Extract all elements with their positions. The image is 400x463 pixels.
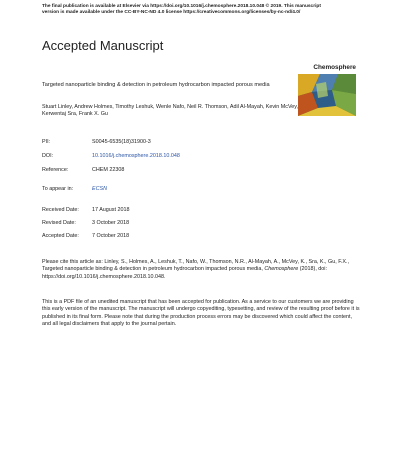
license-notice-line-2: version is made available under the CC-BY-NC-ND 4.0 license https://creativecommons.org/licenses/by-nc-nd/4.0/ — [42, 10, 301, 16]
citation-suffix: (2018), doi: https://doi.org/10.1016/j.chemosphere.2018.10.048. — [42, 266, 328, 280]
pii-value: S0045-6535(18)31900-3 — [92, 139, 151, 145]
doi-row — [42, 153, 180, 159]
page-heading: Accepted Manuscript — [42, 38, 164, 53]
citation-prefix: Please cite this article as: Linley, S., Holmes, A., Leshuk, T., Nafo, W., Thomson, N.R., Al-Mayah, A., McVey, K., Sra, K., Gu, F.X., Targeted nanoparticle binding & detection in petroleum hydrocarbon impacted porous media, — [42, 259, 349, 273]
citation-journal: Chemosphere — [264, 266, 299, 273]
received-label: Received Date: — [42, 207, 79, 213]
doi-label: DOI: — [42, 153, 54, 159]
license-notice-line-1: The final publication is available at Elsevier via https://doi.org/10.1016/j.chemosphere.2018.10.048 © 2019. This manuscript — [42, 4, 321, 9]
reference-value: CHEM 22308 — [92, 167, 125, 173]
appear-in-label: To appear in: — [42, 186, 74, 192]
revised-value: 3 October 2018 — [92, 220, 130, 226]
revised-label: Revised Date: — [42, 220, 76, 226]
journal-cover-title: Chemosphere — [313, 64, 356, 71]
appear-in-row — [42, 186, 107, 192]
accepted-row — [42, 233, 130, 239]
accepted-label: Accepted Date: — [42, 233, 79, 239]
journal-link[interactable]: ECSN — [92, 186, 107, 192]
article-authors: Stuart Linley, Andrew Holmes, Timothy Leshuk, Wenle Nafo, Neil R. Thomson, Adil Al-Mayah, Kevin McVey, Kerwentaj Sra, Frank X. Gu — [42, 104, 299, 118]
license-notice — [42, 4, 372, 17]
disclaimer-paragraph: This is a PDF file of an unedited manuscript that has been accepted for publication. As a service to our customers we are providing this early version of the manuscript. The manuscript will undergo copyediting, typesetting, and review of the resulting proof before it is published in its final form. Please note that during the production process errors may be discovered which could affect the content, and all legal disclaimers that apply to the journal pertain. — [42, 299, 360, 328]
article-title: Targeted nanoparticle binding & detection in petroleum hydrocarbon impacted porous media — [42, 82, 270, 88]
pii-row — [42, 139, 151, 145]
revised-row — [42, 220, 130, 226]
received-row — [42, 207, 130, 213]
reference-label: Reference: — [42, 167, 69, 173]
doi-link[interactable]: 10.1016/j.chemosphere.2018.10.048 — [92, 153, 180, 159]
pii-label: PII: — [42, 139, 51, 145]
reference-row — [42, 167, 125, 173]
accepted-value: 7 October 2018 — [92, 233, 130, 239]
received-value: 17 August 2018 — [92, 207, 130, 213]
citation-paragraph — [42, 259, 360, 281]
